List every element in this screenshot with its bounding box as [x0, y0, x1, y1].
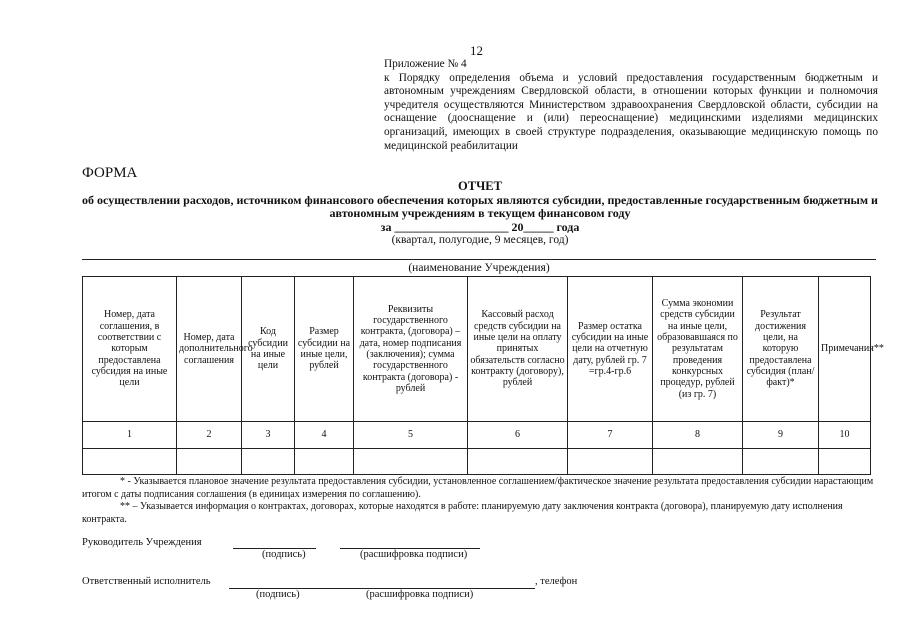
report-table: [82, 276, 884, 475]
column-number: 9: [743, 422, 819, 449]
column-number: 2: [177, 422, 242, 449]
table-header-cell: Код субсидии на иные цели: [242, 277, 295, 422]
table-cell[interactable]: [177, 449, 242, 475]
table-row: [83, 449, 871, 475]
executor-signature-caption: (подпись): [256, 589, 300, 600]
head-label: Руководитель Учреждения: [82, 537, 202, 548]
form-label: ФОРМА: [82, 165, 138, 181]
head-signature-caption: (подпись): [262, 549, 306, 560]
table-header-cell: Номер, дата соглашения, в соответствии с которым предоставлена субсидия на иные цели: [83, 277, 177, 422]
table-number-row: [83, 422, 871, 449]
table-header-cell: Примечания**: [819, 277, 871, 422]
executor-label: Ответственный исполнитель: [82, 576, 211, 587]
table-cell[interactable]: [354, 449, 468, 475]
table-header-cell: Результат достижения цели, на которую предоставлена субсидия (план/факт)*: [743, 277, 819, 422]
table-cell[interactable]: [242, 449, 295, 475]
column-number: 1: [83, 422, 177, 449]
table-cell[interactable]: [653, 449, 743, 475]
head-decoding-caption: (расшифровка подписи): [360, 549, 468, 560]
institution-line: [82, 259, 876, 260]
report-subtitle: об осуществлении расходов, источником финансового обеспечения которых являются субсидии, предоставленные государственным бюджетным и автономным учреждениям в текущем финансовом году: [82, 192, 878, 220]
table-cell[interactable]: [743, 449, 819, 475]
appendix-text: к Порядку определения объема и условий предоставления государственным бюджетным и автономным учреждениям Свердловской области, в отношении которых функции и полномочия учредителя осуществляются Министерством здравоохранения Свердловской области, субсидии на оснащение (дооснащение и (или) переоснащение) медицинскими изделиями медицинских организаций, имеющих в своей структуре подразделения, оказывающие медицинскую помощь по медицинской реабилитации: [384, 71, 878, 152]
column-number: 6: [468, 422, 568, 449]
table-header-cell: Размер субсидии на иные цели, рублей: [295, 277, 354, 422]
page-number: 12: [470, 43, 483, 58]
column-number: 3: [242, 422, 295, 449]
footnote-2: ** – Указывается информация о контрактах, договорах, которые находятся в работе: планируемую дату заключения контракта (договора), планируемую дату исполнения контракта.: [82, 501, 843, 525]
table-header-row: [83, 277, 871, 422]
institution-hint: (наименование Учреждения): [408, 262, 550, 274]
report-title: ОТЧЕТ: [458, 179, 502, 193]
table-header-cell: Реквизиты государственного контракта, (договора) – дата, номер подписания (заключения); сумма государственного контракта (договора) - рублей: [354, 277, 468, 422]
table-cell[interactable]: [83, 449, 177, 475]
table-cell[interactable]: [468, 449, 568, 475]
table-cell[interactable]: [295, 449, 354, 475]
executor-decoding-caption: (расшифровка подписи): [366, 589, 474, 600]
phone-label: , телефон: [535, 576, 578, 587]
appendix-label: Приложение № 4: [384, 58, 467, 70]
report-period: за ___________________ 20_____ года: [380, 219, 580, 234]
table-header-cell: Размер остатка субсидии на иные цели на отчетную дату, рублей гр. 7 =гр.4-гр.6: [568, 277, 653, 422]
table-cell[interactable]: [568, 449, 653, 475]
table-header-cell: Номер, дата дополнительного соглашения: [177, 277, 242, 422]
column-number: 7: [568, 422, 653, 449]
column-number: 8: [653, 422, 743, 449]
footnote-1: * - Указывается плановое значение результата предоставления субсидии, установленное соглашением/фактическое значение результата предоставления субсидии нарастающим итогом с даты подписания соглашения (в единицах измерения по соглашению).: [82, 476, 874, 500]
report-title-block: [82, 180, 878, 248]
report-period-hint: (квартал, полугодие, 9 месяцев, год): [391, 234, 569, 246]
column-number: 10: [819, 422, 871, 449]
column-number: 5: [354, 422, 468, 449]
column-number: 4: [295, 422, 354, 449]
table-header-cell: Кассовый расход средств субсидии на иные цели на оплату принятых обязательств согласно контракту (договору), рублей: [468, 277, 568, 422]
table-header-cell: Сумма экономии средств субсидии на иные цели, образовавшаяся по результатам проведения конкурсных процедур, рублей (из гр. 7): [653, 277, 743, 422]
appendix-block: [384, 58, 878, 153]
table-cell[interactable]: [819, 449, 871, 475]
